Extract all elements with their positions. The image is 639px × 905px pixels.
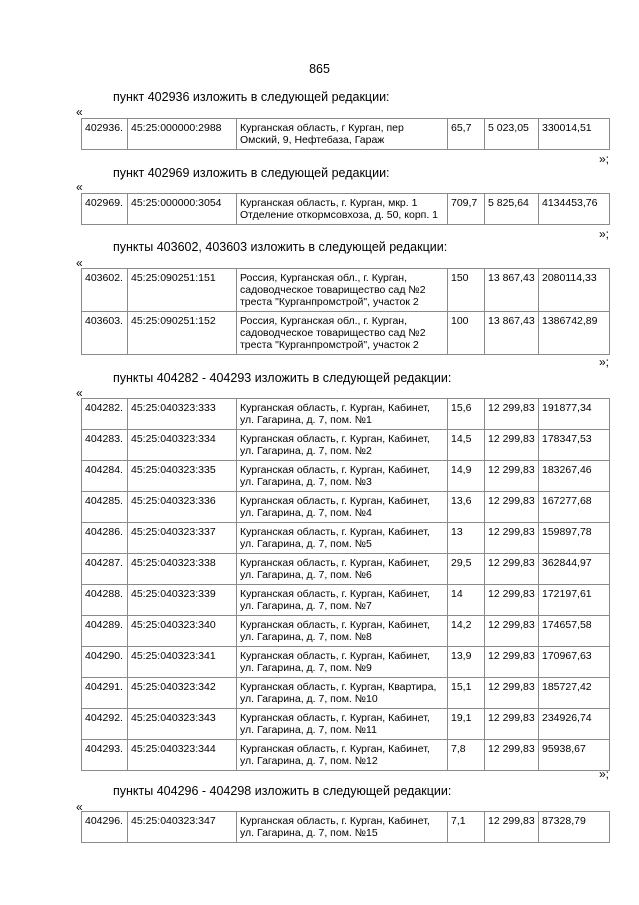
cell-address: Курганская область, г. Курган, Кабинет, ул. Гагарина, д. 7, пом. №11 xyxy=(237,709,448,740)
cell-rate: 12 299,83 xyxy=(485,461,539,492)
cell-cadastral: 45:25:040323:336 xyxy=(128,492,237,523)
cell-number: 404293. xyxy=(82,740,128,771)
cell-area: 29,5 xyxy=(448,554,485,585)
cell-value: 2080114,33 xyxy=(539,269,610,312)
cell-address: Курганская область, г. Курган, Кабинет, ул. Гагарина, д. 7, пом. №12 xyxy=(237,740,448,771)
cell-number: 404288. xyxy=(82,585,128,616)
cell-rate: 12 299,83 xyxy=(485,616,539,647)
cell-address: Курганская область, г. Курган, Кабинет, ул. Гагарина, д. 7, пом. №1 xyxy=(237,399,448,430)
cell-number: 404292. xyxy=(82,709,128,740)
cell-value: 362844,97 xyxy=(539,554,610,585)
cell-value: 87328,79 xyxy=(539,812,610,843)
cell-area: 150 xyxy=(448,269,485,312)
table-row xyxy=(82,461,610,492)
cell-address: Курганская область, г. Курган, Кабинет, ул. Гагарина, д. 7, пом. №3 xyxy=(237,461,448,492)
cell-number: 402936. xyxy=(82,119,128,150)
close-quote: »; xyxy=(599,152,610,166)
cell-address: Курганская область, г. Курган, Кабинет, ул. Гагарина, д. 7, пом. №7 xyxy=(237,585,448,616)
cell-rate: 12 299,83 xyxy=(485,430,539,461)
cell-number: 402969. xyxy=(82,194,128,225)
cell-number: 404287. xyxy=(82,554,128,585)
data-table xyxy=(81,268,610,355)
cell-area: 14,9 xyxy=(448,461,485,492)
cell-rate: 12 299,83 xyxy=(485,399,539,430)
cell-cadastral: 45:25:040323:339 xyxy=(128,585,237,616)
table-row xyxy=(82,492,610,523)
table-row xyxy=(82,194,610,225)
cell-value: 178347,53 xyxy=(539,430,610,461)
cell-address: Курганская область, г. Курган, Кабинет, ул. Гагарина, д. 7, пом. №5 xyxy=(237,523,448,554)
close-quote: »; xyxy=(599,767,610,781)
cell-address: Курганская область, г Курган, пер Омский, 9, Нефтебаза, Гараж xyxy=(237,119,448,150)
cell-cadastral: 45:25:090251:151 xyxy=(128,269,237,312)
cell-value: 183267,46 xyxy=(539,461,610,492)
cell-rate: 12 299,83 xyxy=(485,523,539,554)
cell-rate: 13 867,43 xyxy=(485,312,539,355)
cell-cadastral: 45:25:000000:3054 xyxy=(128,194,237,225)
cell-value: 172197,61 xyxy=(539,585,610,616)
close-quote: »; xyxy=(599,227,610,241)
cell-rate: 12 299,83 xyxy=(485,740,539,771)
page-number: 865 xyxy=(309,62,330,76)
open-quote: « xyxy=(76,256,83,270)
cell-rate: 12 299,83 xyxy=(485,812,539,843)
cell-number: 404291. xyxy=(82,678,128,709)
cell-number: 404285. xyxy=(82,492,128,523)
cell-rate: 5 023,05 xyxy=(485,119,539,150)
cell-cadastral: 45:25:040323:337 xyxy=(128,523,237,554)
cell-address: Курганская область, г. Курган, Кабинет, ул. Гагарина, д. 7, пом. №4 xyxy=(237,492,448,523)
cell-cadastral: 45:25:040323:333 xyxy=(128,399,237,430)
cell-value: 191877,34 xyxy=(539,399,610,430)
cell-cadastral: 45:25:040323:341 xyxy=(128,647,237,678)
cell-cadastral: 45:25:040323:344 xyxy=(128,740,237,771)
section-heading: пункт 402936 изложить в следующей редакции: xyxy=(113,90,390,104)
cell-value: 330014,51 xyxy=(539,119,610,150)
cell-value: 185727,42 xyxy=(539,678,610,709)
cell-rate: 5 825,64 xyxy=(485,194,539,225)
section-heading: пункты 403602, 403603 изложить в следующей редакции: xyxy=(113,240,448,254)
cell-number: 404284. xyxy=(82,461,128,492)
data-table xyxy=(81,193,610,225)
cell-rate: 13 867,43 xyxy=(485,269,539,312)
cell-area: 14 xyxy=(448,585,485,616)
cell-number: 403603. xyxy=(82,312,128,355)
table-row xyxy=(82,269,610,312)
cell-area: 13,9 xyxy=(448,647,485,678)
cell-number: 404282. xyxy=(82,399,128,430)
cell-cadastral: 45:25:040323:343 xyxy=(128,709,237,740)
cell-address: Россия, Курганская обл., г. Курган, садоводческое товарищество сад №2 треста "Курганпромстрой", участок 2 xyxy=(237,312,448,355)
cell-cadastral: 45:25:040323:338 xyxy=(128,554,237,585)
cell-address: Курганская область, г. Курган, Кабинет, ул. Гагарина, д. 7, пом. №8 xyxy=(237,616,448,647)
table-row xyxy=(82,709,610,740)
cell-address: Курганская область, г. Курган, Кабинет, ул. Гагарина, д. 7, пом. №6 xyxy=(237,554,448,585)
cell-area: 709,7 xyxy=(448,194,485,225)
cell-address: Курганская область, г. Курган, Кабинет, ул. Гагарина, д. 7, пом. №2 xyxy=(237,430,448,461)
table-row xyxy=(82,523,610,554)
data-table xyxy=(81,118,610,150)
cell-value: 167277,68 xyxy=(539,492,610,523)
cell-area: 14,5 xyxy=(448,430,485,461)
close-quote: »; xyxy=(599,355,610,369)
data-table xyxy=(81,398,610,771)
cell-area: 14,2 xyxy=(448,616,485,647)
cell-value: 174657,58 xyxy=(539,616,610,647)
cell-value: 1386742,89 xyxy=(539,312,610,355)
cell-rate: 12 299,83 xyxy=(485,554,539,585)
table-row xyxy=(82,740,610,771)
cell-number: 404283. xyxy=(82,430,128,461)
table-row xyxy=(82,312,610,355)
cell-cadastral: 45:25:040323:342 xyxy=(128,678,237,709)
table-row xyxy=(82,554,610,585)
open-quote: « xyxy=(76,105,83,119)
table-row xyxy=(82,616,610,647)
cell-cadastral: 45:25:040323:335 xyxy=(128,461,237,492)
table-row xyxy=(82,647,610,678)
cell-address: Курганская область, г. Курган, мкр. 1 Отделение откормсовхоза, д. 50, корп. 1 xyxy=(237,194,448,225)
cell-rate: 12 299,83 xyxy=(485,492,539,523)
table-row xyxy=(82,812,610,843)
cell-rate: 12 299,83 xyxy=(485,678,539,709)
cell-value: 234926,74 xyxy=(539,709,610,740)
cell-value: 95938,67 xyxy=(539,740,610,771)
table-row xyxy=(82,399,610,430)
cell-cadastral: 45:25:040323:334 xyxy=(128,430,237,461)
table-row xyxy=(82,430,610,461)
cell-cadastral: 45:25:090251:152 xyxy=(128,312,237,355)
open-quote: « xyxy=(76,180,83,194)
open-quote: « xyxy=(76,386,83,400)
table-row xyxy=(82,119,610,150)
cell-rate: 12 299,83 xyxy=(485,585,539,616)
cell-cadastral: 45:25:040323:340 xyxy=(128,616,237,647)
data-table xyxy=(81,811,610,843)
cell-area: 19,1 xyxy=(448,709,485,740)
section-heading: пункт 402969 изложить в следующей редакции: xyxy=(113,166,390,180)
cell-area: 65,7 xyxy=(448,119,485,150)
cell-address: Курганская область, г. Курган, Кабинет, ул. Гагарина, д. 7, пом. №15 xyxy=(237,812,448,843)
cell-cadastral: 45:25:040323:347 xyxy=(128,812,237,843)
cell-rate: 12 299,83 xyxy=(485,647,539,678)
cell-area: 100 xyxy=(448,312,485,355)
cell-area: 15,6 xyxy=(448,399,485,430)
cell-number: 404290. xyxy=(82,647,128,678)
cell-cadastral: 45:25:000000:2988 xyxy=(128,119,237,150)
open-quote: « xyxy=(76,800,83,814)
cell-area: 15,1 xyxy=(448,678,485,709)
cell-value: 4134453,76 xyxy=(539,194,610,225)
cell-address: Россия, Курганская обл., г. Курган, садоводческое товарищество сад №2 треста "Курганпромстрой", участок 2 xyxy=(237,269,448,312)
cell-number: 404296. xyxy=(82,812,128,843)
cell-area: 13,6 xyxy=(448,492,485,523)
section-heading: пункты 404296 - 404298 изложить в следующей редакции: xyxy=(113,784,452,798)
cell-number: 404289. xyxy=(82,616,128,647)
cell-value: 159897,78 xyxy=(539,523,610,554)
cell-address: Курганская область, г. Курган, Кабинет, ул. Гагарина, д. 7, пом. №9 xyxy=(237,647,448,678)
cell-number: 403602. xyxy=(82,269,128,312)
cell-area: 7,1 xyxy=(448,812,485,843)
table-row xyxy=(82,678,610,709)
section-heading: пункты 404282 - 404293 изложить в следующей редакции: xyxy=(113,371,452,385)
cell-rate: 12 299,83 xyxy=(485,709,539,740)
table-row xyxy=(82,585,610,616)
cell-address: Курганская область, г. Курган, Квартира, ул. Гагарина, д. 7, пом. №10 xyxy=(237,678,448,709)
cell-area: 7,8 xyxy=(448,740,485,771)
cell-value: 170967,63 xyxy=(539,647,610,678)
cell-area: 13 xyxy=(448,523,485,554)
cell-number: 404286. xyxy=(82,523,128,554)
